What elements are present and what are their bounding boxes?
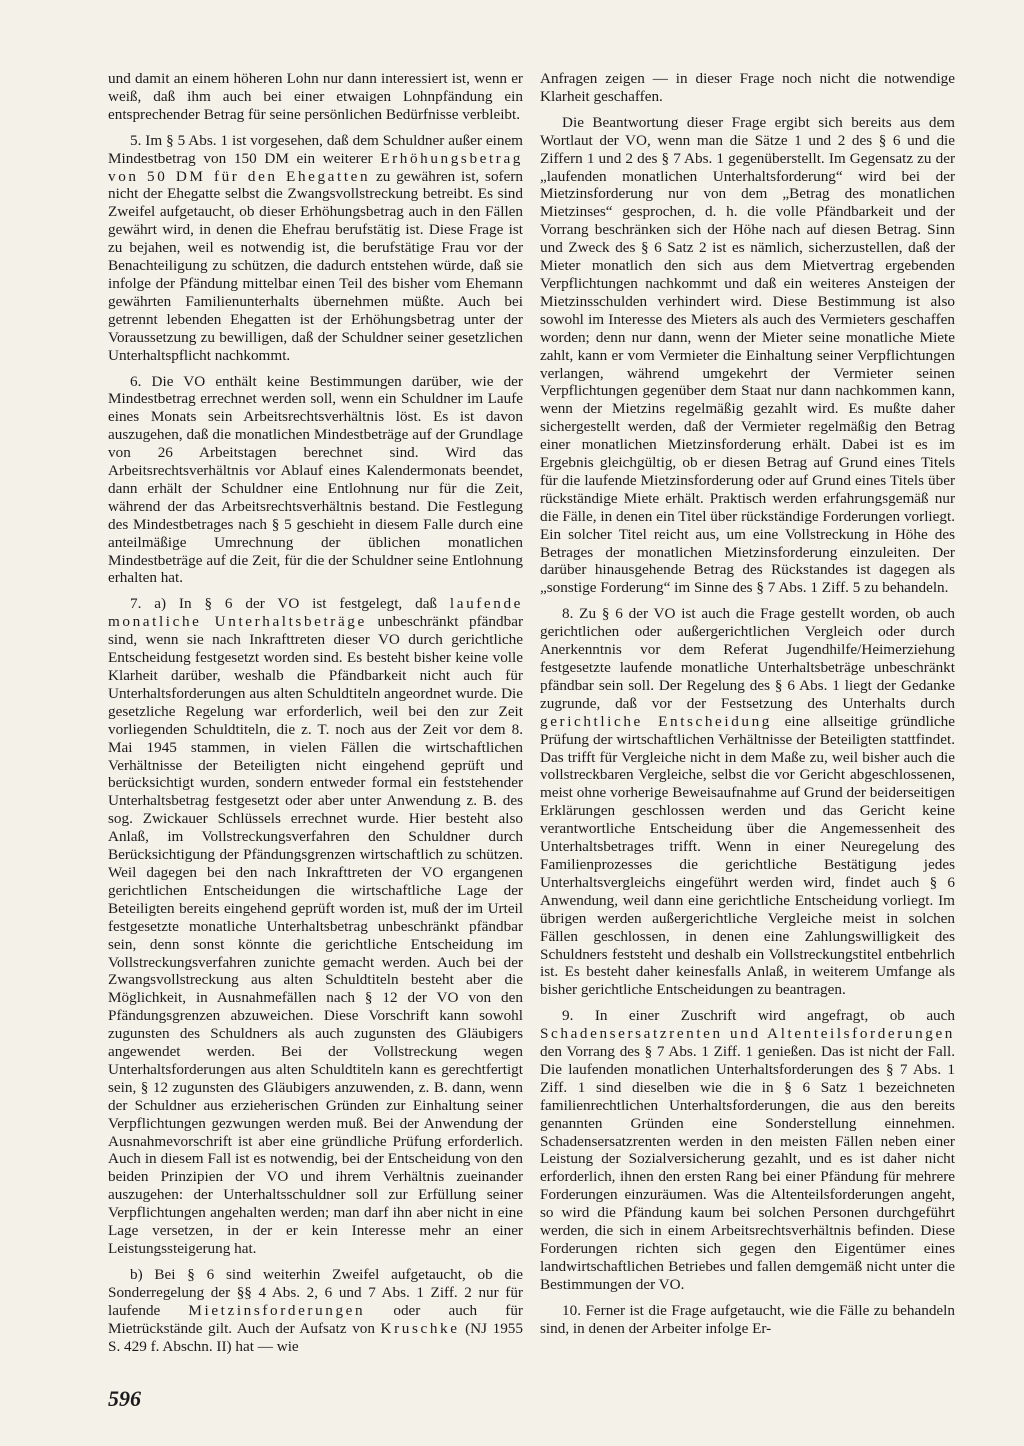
paragraph: und damit an einem höheren Lohn nur dann interessiert ist, wenn er weiß, daß ihm auch bei einer etwaigen Lohnpfändung ein entsprechender Betrag für seine persönlichen Bedürfnisse verbleibt.: [108, 70, 523, 123]
paragraph: Anfragen zeigen — in dieser Frage noch nicht die notwendige Klarheit geschaffen.: [540, 70, 955, 105]
paragraph-6: 6. Die VO enthält keine Bestimmungen darüber, wie der Mindestbetrag errechnet werden soll, wenn ein Schuldner im Laufe eines Monats sein Arbeitsrechtsverhältnis löst. Es ist davon auszugehen, daß die monatlichen Mindestbeträge auf der Grundlage von 26 Arbeitstagen berechnet sind. Wird das Arbeitsrechtsverhältnis vor Ablauf eines Kalendermonats beendet, dann erhält der Schuldner eine Entlohnung nur für die Zeit, während der das Arbeitsrechtsverhältnis bestand. Die Festlegung des Mindestbetrages nach § 5 geschieht in diesem Falle durch eine anteilmäßige Umrechnung der üblichen monatlichen Mindestbeträge auf die Zeit, für die der Schuldner seine Entlohnung erhalten hat.: [108, 372, 523, 587]
paragraph-7a: [108, 595, 523, 1258]
spaced-emphasis: Erhöhungsbetrag von 50 DM für den Ehegatten: [108, 149, 523, 185]
page-number: 596: [108, 1386, 141, 1411]
paragraph-10: 10. Ferner ist die Frage aufgetaucht, wie die Fälle zu behandeln sind, in denen der Arbeiter infolge Er-: [540, 1301, 955, 1337]
paragraph-text: unbeschränkt pfändbar sind, wenn sie nach Inkrafttreten dieser VO durch gerichtliche Entscheidung festgesetzt worden sind. Es besteht bisher keine volle Klarheit darüber, weshalb die Pfändbarkeit nicht auch für Unterhaltsforderungen aus alten Schuldtiteln angeordnet wurde. Die gesetzliche Regelung war erforderlich, weil bei den zur Zeit vorliegenden Schuldtiteln, die z. T. noch aus der Zeit vor dem 8. Mai 1945 stammen, in vielen Fällen die wirtschaftlichen Verhältnisse der Beteiligten nicht eingehend geprüft und berücksichtigt wurden, sondern entweder formal ein feststehender Unterhaltsbetrag festgesetzt oder aber unter Anwendung z. B. des sog. Zwickauer Schlüssels errechnet wurde. Hier besteht also Anlaß, im Vollstreckungsverfahren den Schuldner durch Berücksichtigung der Pfändungsgrenzen wirtschaftlich zu schützen. Weil dagegen bei den nach Inkrafttreten der VO ergangenen gerichtlichen Entscheidungen die wirtschaftliche Lage der Beteiligten bereits eingehend geprüft worden ist, muß der im Urteil festgesetzte monatliche Unterhaltsbetrag unbeschränkt pfändbar sein, denn sonst könnte die gerichtliche Entscheidung im Vollstreckungsverfahren zunichte gemacht werden. Auch bei der Zwangsvollstreckung aus alten Schuldtiteln besteht aber die Möglichkeit, in Ausnahmefällen nach § 12 der VO von den Pfändungsgrenzen abzuweichen. Diese Vorschrift kann sowohl zugunsten des Schuldners als auch zugunsten des Gläubigers angewendet werden. Bei der Vollstreckung wegen Unterhaltsforderungen aus alten Schuldtiteln kann es gerechtfertigt sein, § 12 zugunsten des Gläubigers anzuwenden, z. B. dann, wenn der Schuldner aus erzieherischen Gründen zur Einhaltung seiner Verpflichtungen gezwungen werden muß. Bei der Anwendung der Ausnahmevorschrift ist aber eine gründliche Prüfung erforderlich. Auch in diesem Fall ist es notwendig, bei der Entscheidung von den beiden Prinzipien der VO und ihrem Verhältnis zueinander auszugehen: der Unterhaltsschuldner soll zur Erfüllung seiner Verpflichtungen angehalten werden; man darf ihn aber nicht in eine Lage versetzen, in der er kein Interesse mehr an einer Leistungssteigerung hat.: [108, 613, 523, 1257]
right-column: [540, 70, 955, 1346]
spaced-emphasis: laufende monatliche Unterhaltsbeträge: [108, 595, 523, 631]
spaced-emphasis: Mietzinsforderungen: [188, 1301, 366, 1319]
paragraph-text: 5. Im § 5 Abs. 1 ist vorgesehen, daß dem Schuldner außer einem Mindestbetrag von 150 DM ein weiterer: [108, 131, 523, 167]
paragraph-text: 7. a) In § 6 der VO ist festgelegt, daß: [130, 595, 450, 613]
paragraph-text: 9. In einer Zuschrift wird angefragt, ob auch: [562, 1007, 955, 1025]
paragraph-text: (NJ 1955 S. 429 f. Abschn. II) hat — wie: [108, 1319, 523, 1355]
paragraph-text: b) Bei § 6 sind weiterhin Zweifel aufgetaucht, ob die Sonderregelung der §§ 4 Abs. 2, 6 und 7 Abs. 1 Ziff. 2 nur für laufende: [108, 1265, 523, 1319]
paragraph-8: [540, 605, 955, 999]
paragraph-9: [540, 1007, 955, 1294]
paragraph-text: oder auch für Mietrückstände gilt. Auch der Aufsatz von: [108, 1301, 523, 1337]
author-name: Kruschke: [380, 1319, 460, 1337]
paragraph-text: 8. Zu § 6 der VO ist auch die Frage gestellt worden, ob auch gerichtlichen oder außergerichtlichen Vergleich oder durch Anerkenntnis vor dem Referat Jugendhilfe/Heimerziehung festgesetzte laufende monatliche Unterhaltsbeträge unbeschränkt pfändbar sein soll. Der Regelung des § 6 Abs. 1 liegt der Gedanke zugrunde, daß vor der Festsetzung des Unterhalts durch: [540, 605, 955, 712]
left-column: [108, 70, 523, 1363]
paragraph: Die Beantwortung dieser Frage ergibt sich bereits aus dem Wortlaut der VO, wenn man die Sätze 1 und 2 des § 6 und die Ziffern 1 und 2 des § 7 Abs. 1 gegenüberstellt. Im Gegensatz zu der „laufenden monatlichen Unterhaltsforderung“ wird bei der Mietzinsforderung nur von dem „Betrag des monatlichen Mietzinses“ gesprochen, d. h. die volle Pfändbarkeit und der Vorrang beschränken sich der Höhe nach auf diesen Betrag. Sinn und Zweck des § 6 Satz 2 ist es nämlich, sicherzustellen, daß der Mieter monatlich den sich aus dem Mietvertrag ergebenden Verpflichtungen nachkommt und daß ein weiteres Ansteigen der Mietzinsschulden verhindert wird. Diese Bestimmung ist also sowohl im Interesse des Mieters als auch des Vermieters geschaffen worden; denn nur dann, wenn der Mieter seine monatliche Miete zahlt, kann er vom Vermieter die Einhaltung seiner Verpflichtungen verlangen, während umgekehrt der Vermieter seinen Verpflichtungen gegenüber dem Staat nur dann nachkommen kann, wenn der Mietzins regelmäßig gezahlt wird. Es mußte daher sichergestellt werden, daß der Vermieter regelmäßig den Betrag einer monatlichen Mietzinsforderung erhält. Dabei ist es im Ergebnis gleichgültig, ob er diesen Betrag auf Grund eines Titels für die laufende Mietzinsforderung oder auf Grund eines Titels über rückständige Miete erhält. Praktisch werden erfahrungsgemäß nur die Fälle, in denen ein Titel über rückständige Forderungen vorliegt. Ein solcher Titel reicht aus, um eine Vollstreckung in Höhe des Betrages der monatlichen Mietzinsforderung einzuleiten. Der darüber hinausgehende Betrag des Rückstandes ist dagegen als „sonstige Forderung“ im Sinne des § 7 Abs. 1 Ziff. 5 zu behandeln.: [540, 113, 955, 597]
paragraph-text: zu gewähren ist, sofern nicht der Ehegatte selbst die Zwangsvollstreckung betreibt. Es sind Zweifel aufgetaucht, ob dieser Erhöhungsbetrag auch in den Fällen gewährt wird, in denen die Ehefrau berufstätig ist. Diese Frage ist zu bejahen, weil es notwendig ist, die berufstätige Frau vor der Benachteiligung zu schützen, die dadurch entstehen würde, daß sie infolge der Pfändung mittelbar einen Teil des bisher vom Ehemann gewährten Familienunterhalts übernehmen müßte. Auch bei getrennt lebenden Ehegatten ist der Erhöhungsbetrag unter der Voraussetzung zu bewilligen, daß der Schuldner seiner gesetzlichen Unterhaltspflicht nachkommt.: [108, 167, 523, 364]
paragraph-7b: [108, 1266, 523, 1356]
paragraph-text: eine allseitige gründliche Prüfung der wirtschaftlichen Verhältnisse der Beteiligten stattfindet. Das trifft für Vergleiche nicht in dem Maße zu, weil bisher auch die vollstreckbaren Vergleiche, selbst die vor Gericht abgeschlossenen, meist ohne vorherige Beweisaufnahme auf Grund der beiderseitigen Erklärungen geschlossen werden und das Gericht keine verantwortliche Entscheidung über die Angemessenheit des Unterhaltsbetrages trifft. Wenn in einer Neuregelung des Familienprozesses die gerichtliche Bestätigung jedes Unterhaltsvergleichs eingeführt werden wird, findet auch § 6 Anwendung, weil dann eine gerichtliche Entscheidung vorliegt. Im übrigen werden außergerichtliche Vergleiche meist in solchen Fällen geschlossen, in denen eine Zahlungswilligkeit des Schuldners feststeht und deshalb ein Vollstreckungstitel entbehrlich ist. Es besteht daher keinesfalls Anlaß, in weiterem Umfange als bisher gerichtliche Entscheidungen zu beantragen.: [540, 712, 955, 999]
spaced-emphasis: gerichtliche Entscheidung: [540, 712, 772, 730]
paragraph-text: den Vorrang des § 7 Abs. 1 Ziff. 1 genießen. Das ist nicht der Fall. Die laufenden monatlichen Unterhaltsforderungen des § 7 Abs. 1 Ziff. 1 sind dieselben wie die in § 6 Satz 1 bezeichneten familienrechtlichen Unterhaltsforderungen, die aus den bereits genannten Gründen eine Sonderstellung einnehmen. Schadensersatzrenten werden in den meisten Fällen neben einer Leistung der Sozialversicherung gezahlt, und es ist daher nicht erforderlich, ihnen den ersten Rang bei einer Pfändung für mehrere Forderungen einzuräumen. Was die Altenteilsforderungen angeht, so wird die Pfändung kaum bei solchen Personen durchgeführt werden, die sich in einem Arbeitsrechtsverhältnis befinden. Diese Forderungen richten sich gegen den Eigentümer eines landwirtschaftlichen Betriebes und fallen demgemäß nicht unter die Bestimmungen der VO.: [540, 1043, 955, 1293]
spaced-emphasis: Schadensersatzrenten und Altenteilsforderungen: [540, 1025, 955, 1043]
paragraph-5: [108, 132, 523, 365]
